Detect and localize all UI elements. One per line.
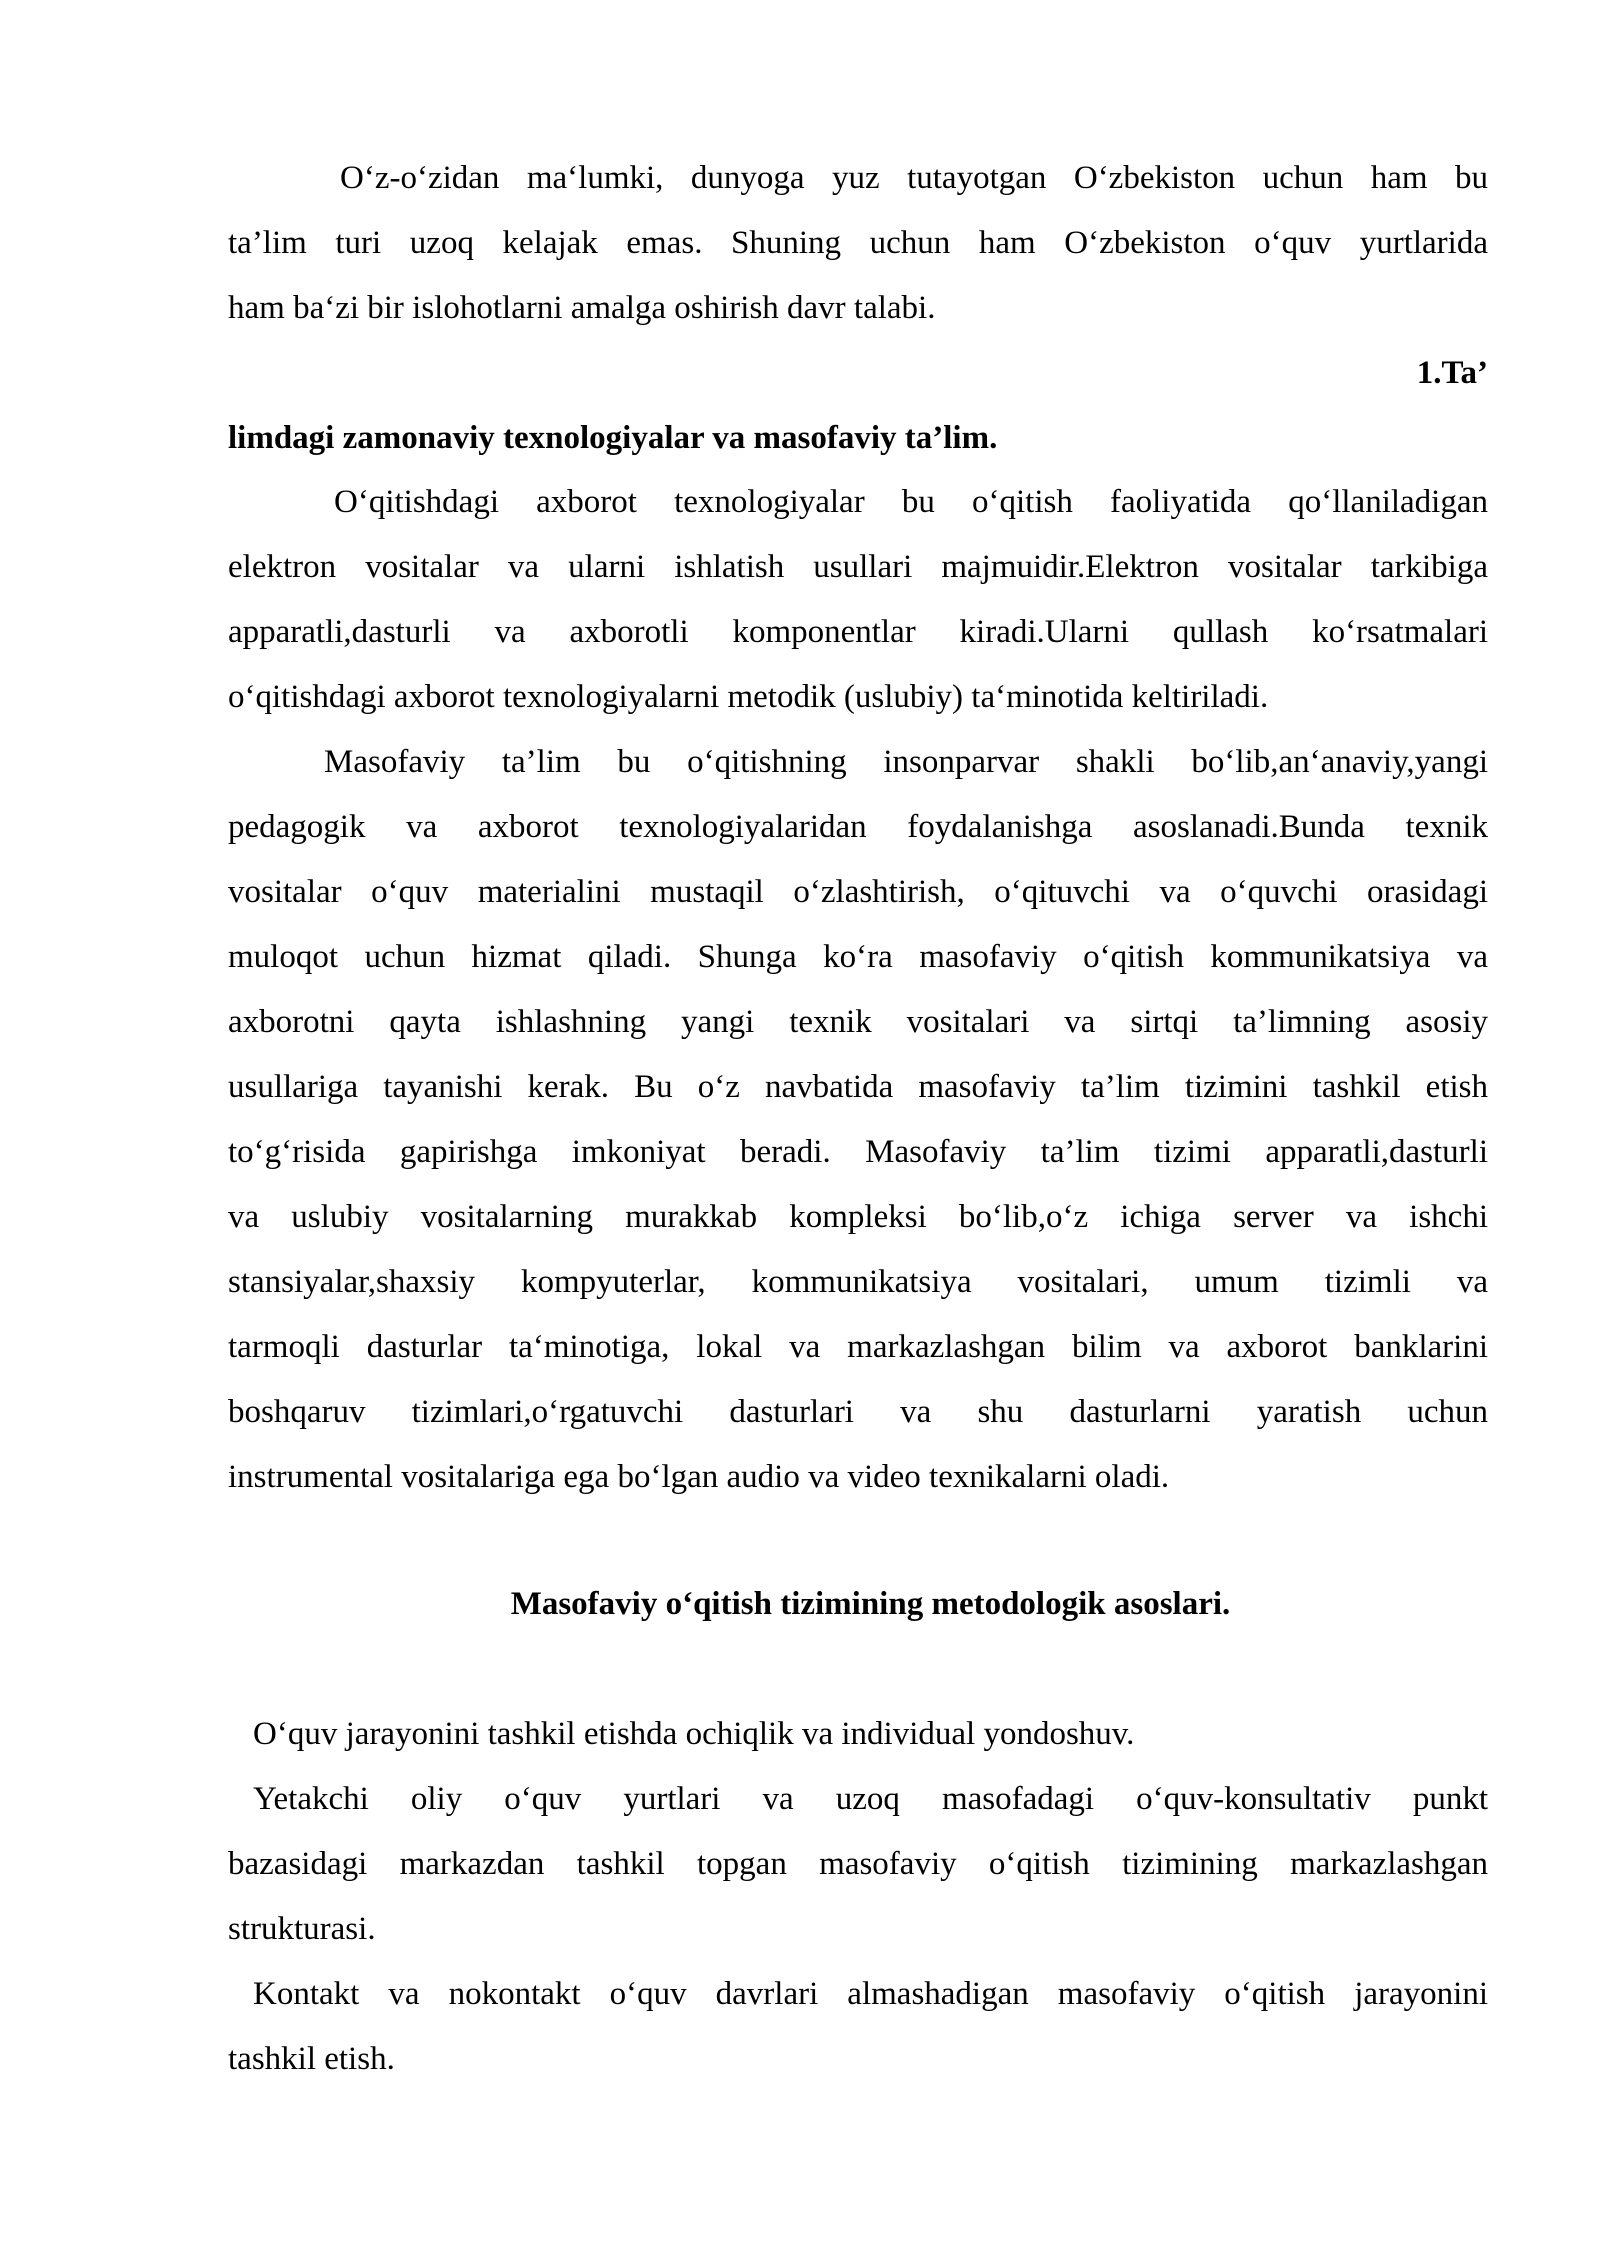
- section-heading-2: Masofaviy o‘qitish tizimining metodologik asoslari.: [510, 1586, 1231, 1622]
- paragraph-3-line-8: va uslubiy vositalarning murakkab kompleksi bo‘lib,o‘z ichiga server va ishchi: [228, 1199, 1488, 1235]
- section-heading-1-title: limdagi zamonaviy texnologiyalar va masofaviy ta’lim.: [228, 420, 998, 456]
- paragraph-3-line-9: stansiyalar,shaxsiy kompyuterlar, kommunikatsiya vositalari, umum tizimli va: [228, 1264, 1488, 1300]
- paragraph-6-line-1: Kontakt va nokontakt o‘quv davrlari almashadigan masofaviy o‘qitish jarayonini: [253, 1976, 1488, 2012]
- paragraph-2-line-3: apparatli,dasturli va axborotli komponentlar kiradi.Ularni qullash ko‘rsatmalari: [228, 614, 1488, 650]
- paragraph-3-line-4: muloqot uchun hizmat qiladi. Shunga ko‘ra masofaviy o‘qitish kommunikatsiya va: [228, 939, 1488, 975]
- section-heading-1-number: 1.Ta’: [1416, 355, 1488, 391]
- paragraph-3-line-10: tarmoqli dasturlar ta‘minotiga, lokal va markazlashgan bilim va axborot banklarini: [228, 1329, 1488, 1365]
- paragraph-1-line-1: O‘z-o‘zidan ma‘lumki, dunyoga yuz tutayotgan O‘zbekiston uchun ham bu: [340, 160, 1488, 196]
- paragraph-5-line-1: Yetakchi oliy o‘quv yurtlari va uzoq masofadagi o‘quv-konsultativ punkt: [253, 1781, 1488, 1817]
- paragraph-3-line-3: vositalar o‘quv materialini mustaqil o‘zlashtirish, o‘qituvchi va o‘quvchi orasidagi: [228, 874, 1488, 910]
- paragraph-3-line-6: usullariga tayanishi kerak. Bu o‘z navbatida masofaviy ta’lim tizimini tashkil etish: [228, 1069, 1488, 1105]
- paragraph-1-line-3: ham ba‘zi bir islohotlarni amalga oshirish davr talabi.: [228, 290, 936, 326]
- paragraph-5-line-3: strukturasi.: [228, 1911, 376, 1947]
- paragraph-3-line-2: pedagogik va axborot texnologiyalaridan foydalanishga asoslanadi.Bunda texnik: [228, 809, 1488, 845]
- paragraph-3-line-5: axborotni qayta ishlashning yangi texnik vositalari va sirtqi ta’limning asosiy: [228, 1004, 1488, 1040]
- paragraph-6-line-2: tashkil etish.: [228, 2041, 395, 2077]
- paragraph-2-line-2: elektron vositalar va ularni ishlatish usullari majmuidir.Elektron vositalar tarkibiga: [228, 549, 1488, 585]
- paragraph-3-line-11: boshqaruv tizimlari,o‘rgatuvchi dasturlari va shu dasturlarni yaratish uchun: [228, 1394, 1488, 1430]
- paragraph-4-line-1: O‘quv jarayonini tashkil etishda ochiqlik va individual yondoshuv.: [253, 1716, 1135, 1752]
- paragraph-5-line-2: bazasidagi markazdan tashkil topgan masofaviy o‘qitish tizimining markazlashgan: [228, 1846, 1488, 1882]
- paragraph-3-line-1: Masofaviy ta’lim bu o‘qitishning insonparvar shakli bo‘lib,an‘anaviy,yangi: [324, 744, 1488, 780]
- paragraph-3-line-7: to‘g‘risida gapirishga imkoniyat beradi. Masofaviy ta’lim tizimi apparatli,dasturli: [228, 1134, 1488, 1170]
- paragraph-3-line-12: instrumental vositalariga ega bo‘lgan audio va video texnikalarni oladi.: [228, 1459, 1170, 1495]
- paragraph-2-line-1: O‘qitishdagi axborot texnologiyalar bu o‘qitish faoliyatida qo‘llaniladigan: [334, 484, 1488, 520]
- paragraph-2-line-4: o‘qitishdagi axborot texnologiyalarni metodik (uslubiy) ta‘minotida keltiriladi.: [228, 679, 1269, 715]
- paragraph-1-line-2: ta’lim turi uzoq kelajak emas. Shuning uchun ham O‘zbekiston o‘quv yurtlarida: [228, 225, 1488, 261]
